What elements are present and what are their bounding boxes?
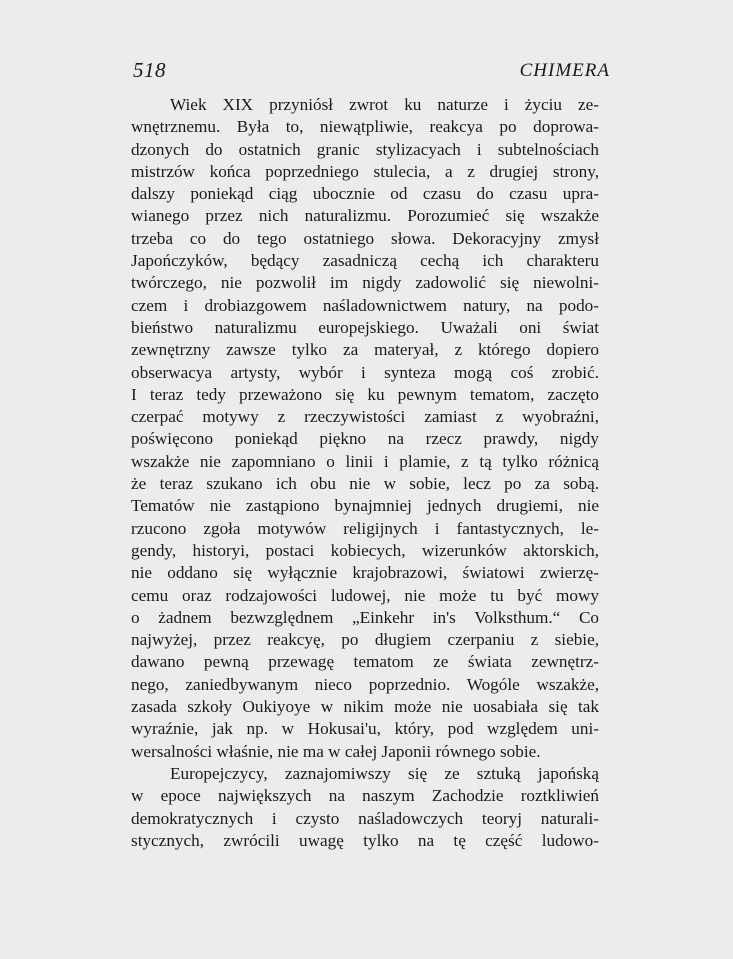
text-line: zewnętrzny zawsze tylko za materyał, z którego dopiero: [131, 340, 599, 360]
text-line: o żadnem bezwzględnem „Einkehr in's Volksthum.“ Co: [131, 607, 599, 627]
text-line: wnętrznemu. Była to, niewątpliwie, reakcya po doprowa-: [131, 117, 599, 137]
text-line: Europejczycy, zaznajomiwszy się ze sztuką japońską: [170, 763, 599, 783]
text-line: nego, zaniedbywanym nieco poprzednio. Wogóle wszakże,: [131, 674, 599, 694]
text-line: dzonych do ostatnich granic stylizacyach i subtelnościach: [131, 139, 599, 159]
text-line: rzucono zgoła motywów religijnych i fantastycznych, le-: [131, 518, 599, 538]
text-line: wersalności właśnie, nie ma w całej Japonii równego sobie.: [131, 741, 541, 761]
text-line: nie oddano się wyłącznie krajobrazowi, światowi zwierzę-: [131, 563, 599, 583]
text-line: twórczego, nie pozwolił im nigdy zadowolić się niewolni-: [131, 273, 599, 293]
text-line: wyraźnie, jak np. w Hokusai'u, który, pod względem uni-: [131, 719, 599, 739]
text-line: w epoce największych na naszym Zachodzie roztkliwień: [131, 786, 599, 806]
text-line: dawano pewną przewagę tematom ze świata zewnętrz-: [131, 652, 599, 672]
text-line: demokratycznych i czysto naśladowczych teoryj naturali-: [131, 808, 599, 828]
text-line: że teraz szukano ich obu nie w sobie, lecz po za sobą.: [131, 474, 599, 494]
text-line: wianego przez nich naturalizmu. Porozumieć się wszakże: [131, 206, 599, 226]
text-line: cemu oraz rodzajowości ludowej, nie może tu być mowy: [131, 585, 599, 605]
text-line: bieństwo naturalizmu europejskiego. Uważali oni świat: [131, 317, 599, 337]
text-line: najwyżej, przez reakcyę, po długiem czerpaniu z siebie,: [131, 630, 599, 650]
text-line: dalszy poniekąd ciąg ubocznie od czasu do czasu upra-: [131, 184, 599, 204]
text-line: trzeba co do tego ostatniego słowa. Dekoracyjny zmysł: [131, 228, 599, 248]
running-head-title: CHIMERA: [519, 60, 610, 81]
text-line: stycznych, zwrócili uwagę tylko na tę część ludowo-: [131, 830, 599, 850]
text-line: I teraz tedy przeważono się ku pewnym tematom, zaczęto: [131, 384, 599, 404]
text-line: obserwacya artysty, wybór i synteza mogą coś zrobić.: [131, 362, 599, 382]
text-line: Wiek XIX przyniósł zwrot ku naturze i życiu ze-: [170, 95, 599, 114]
text-line: czem i drobiazgowem naśladownictwem natury, na podo-: [131, 295, 599, 315]
text-line: zasada szkoły Oukiyoye w nikim może nie uosabiała się tak: [131, 697, 599, 717]
text-line: wszakże nie zapomniano o linii i plamie, z tą tylko różnicą: [131, 451, 599, 471]
text-line: mistrzów końca poprzedniego stulecia, a z drugiej strony,: [131, 161, 599, 181]
page-number: 518: [133, 58, 166, 82]
text-line: gendy, historyi, postaci kobiecych, wizerunków aktorskich,: [131, 540, 599, 560]
body-text: [131, 94, 599, 852]
text-line: poświęcono poniekąd piękno na rzecz prawdy, nigdy: [131, 429, 599, 449]
text-line: Tematów nie zastąpiono bynajmniej jednych drugiemi, nie: [131, 496, 599, 516]
text-line: czerpać motywy z rzeczywistości zamiast z wyobraźni,: [131, 407, 599, 427]
text-line: Japończyków, będący zasadniczą cechą ich charakteru: [131, 251, 599, 271]
